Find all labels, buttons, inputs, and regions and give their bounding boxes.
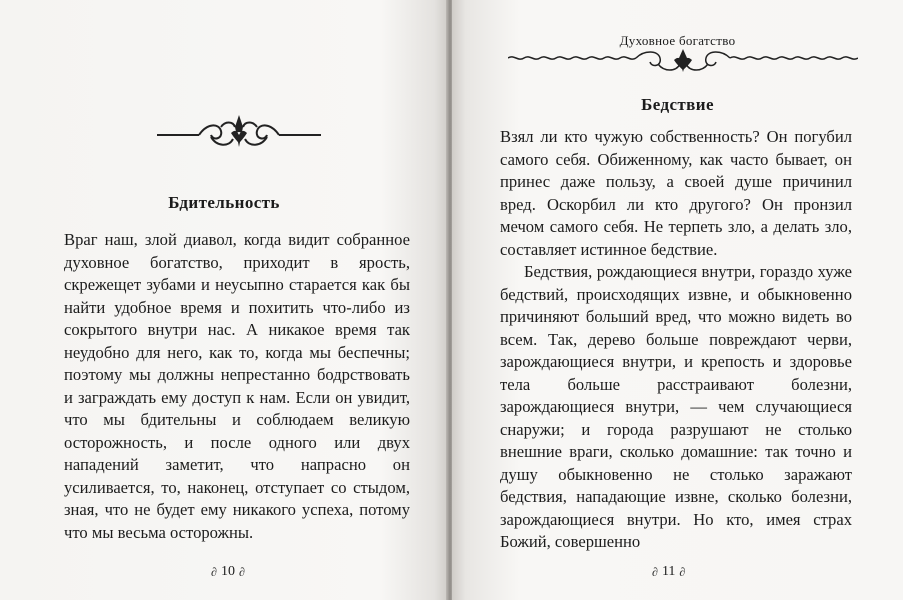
left-page-number-value: 10 <box>220 564 235 579</box>
curl-flourish-icon: ∂ <box>652 564 658 579</box>
left-page-body <box>64 229 410 544</box>
curl-flourish-icon: ∂ <box>238 564 245 579</box>
right-paragraph: Бедствия, рождающиеся внутри, гораздо хуже бедствий, происходящих извне, и обыкновенно причиняют больший вред, что можно видеть во всем. Так, дерево больше повреждают черви, зарождающиеся внутри, и крепость и здоровье тела больше расстраивают болезни, зарождающиеся внутри, — чем случающиеся снаружи; и города разрушают не столько внешние враги, сколько домашние: так точно и душу обыкновенно не столько заражают бедствия, нападающие извне, сколько болезни, зарождающиеся внутри. Но кто, имея страх Божий, совершенно <box>500 262 852 551</box>
left-page-title: Бдительность <box>168 193 280 212</box>
right-paragraph: Взял ли кто чужую собственность? Он погубил самого себя. Обиженному, как часто бывает, он принес даже пользу, а своей душе причинил вред. Оскорбил ли кто другого? Он пронзил мечом самого себя. Не терпеть зло, а делать зло, составляет истинное бедствие. <box>500 127 852 259</box>
left-paragraph: Враг наш, злой диавол, когда видит собранное духовное богатство, приходит в ярость, скрежещет зубами и неусыпно старается как бы найти удобное время и похитить что-либо из сокрытого внутри нас. А никакое время так неудобно для него, как то, когда мы беспечны; поэтому мы должны непрестанно бодрствовать и заграждать ему доступ к нам. Если он увидит, что мы бдительны и соблюдаем великую осторожность, и после одного или двух нападений заметит, что напрасно он усиливается, то, наконец, отступает со стыдом, зная, что не будет ему никакого успеха, потому что мы весьма осторожны. <box>64 230 410 542</box>
right-page-title: Бедствие <box>641 95 714 114</box>
right-page-body <box>500 126 852 554</box>
ornamental-headpiece-icon <box>155 113 323 153</box>
right-page-number-value: 11 <box>661 564 676 579</box>
ornamental-rule-icon <box>508 48 858 74</box>
right-page <box>452 0 903 600</box>
left-page-number <box>211 564 245 580</box>
curl-flourish-icon: ∂ <box>211 564 217 579</box>
curl-flourish-icon: ∂ <box>679 564 686 579</box>
right-page-number <box>652 564 685 580</box>
running-header: Духовное богатство <box>619 33 736 48</box>
left-page <box>0 0 448 600</box>
